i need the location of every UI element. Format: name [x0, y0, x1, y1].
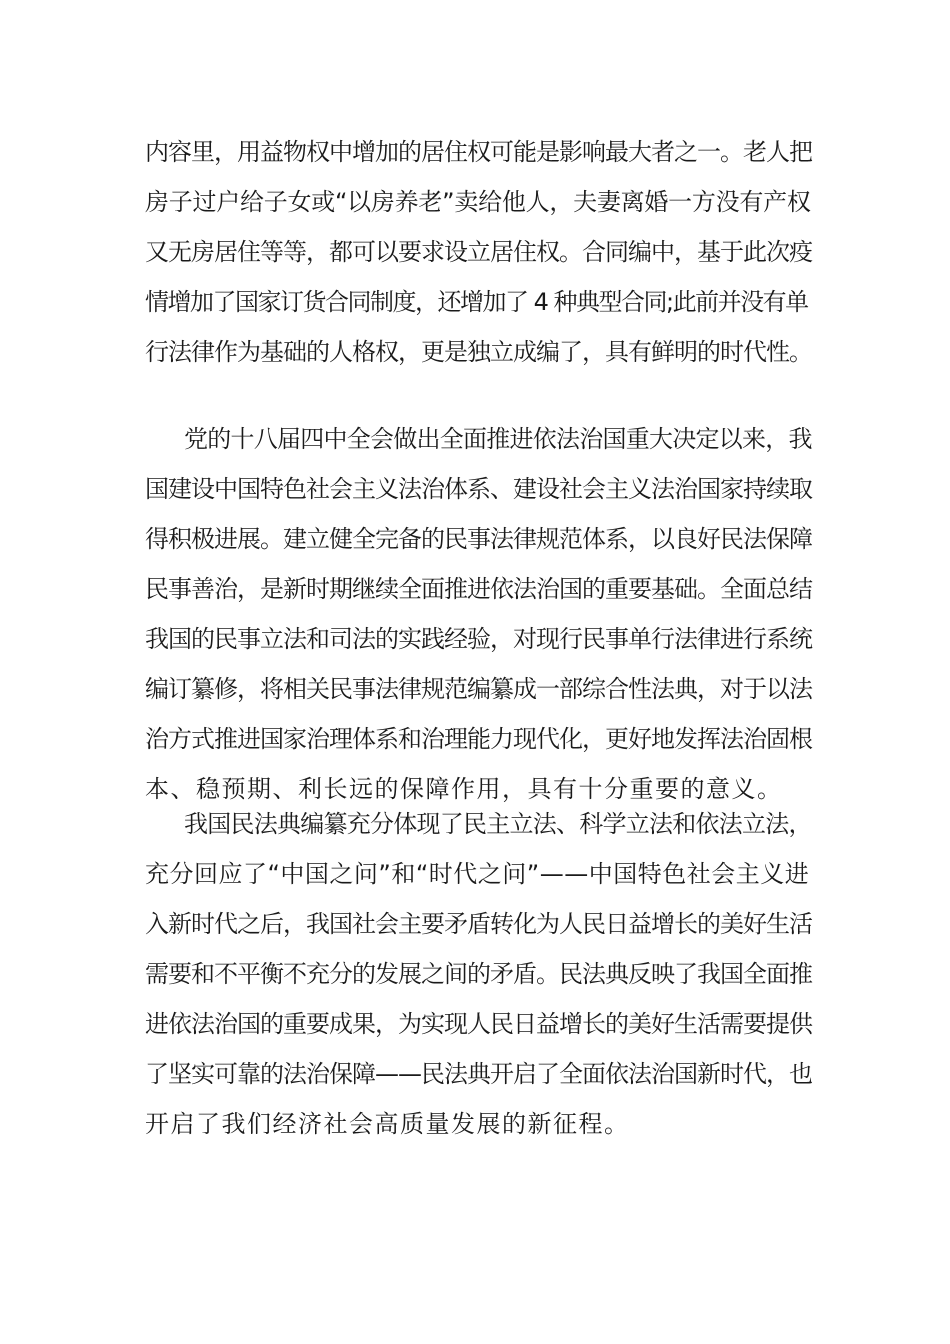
paragraph-3-line-4: 需要和不平衡不充分的发展之间的矛盾。民法典反映了我国全面推	[145, 960, 812, 988]
paragraph-2-line-6: 编订纂修，将相关民事法律规范编纂成一部综合性法典，对于以法	[145, 675, 812, 703]
paragraph-3-line-2: 充分回应了“中国之问”和“时代之问”——中国特色社会主义进	[145, 860, 810, 888]
paragraph-2-line-1: 党的十八届四中全会做出全面推进依法治国重大决定以来，我	[184, 425, 812, 453]
paragraph-3-line-3: 入新时代之后，我国社会主要矛盾转化为人民日益增长的美好生活	[145, 910, 812, 938]
paragraph-1-line-3: 又无房居住等等，都可以要求设立居住权。合同编中，基于此次疫	[145, 238, 812, 266]
paragraph-1-line-1: 内容里，用益物权中增加的居住权可能是影响最大者之一。老人把	[145, 138, 812, 166]
paragraph-1-line-4: 情增加了国家订货合同制度，还增加了 4 种典型合同;此前并没有单	[145, 288, 808, 316]
paragraph-2-line-8: 本、稳预期、利长远的保障作用，具有十分重要的意义。	[145, 775, 783, 803]
paragraph-3-line-1: 我国民法典编纂充分体现了民主立法、科学立法和依法立法，	[184, 810, 812, 838]
paragraph-1-line-2: 房子过户给子女或“以房养老”卖给他人，夫妻离婚一方没有产权	[145, 188, 811, 216]
paragraph-2-line-2: 国建设中国特色社会主义法治体系、建设社会主义法治国家持续取	[145, 475, 812, 503]
paragraph-1-line-5: 行法律作为基础的人格权，更是独立成编了，具有鲜明的时代性。	[145, 338, 812, 366]
paragraph-2-line-7: 治方式推进国家治理体系和治理能力现代化，更好地发挥法治固根	[145, 725, 812, 753]
paragraph-2-line-5: 我国的民事立法和司法的实践经验，对现行民事单行法律进行系统	[145, 625, 812, 653]
paragraph-3-line-5: 进依法治国的重要成果，为实现人民日益增长的美好生活需要提供	[145, 1010, 812, 1038]
paragraph-3-line-6: 了坚实可靠的法治保障——民法典开启了全面依法治国新时代，也	[145, 1060, 812, 1088]
paragraph-2-line-3: 得积极进展。建立健全完备的民事法律规范体系，以良好民法保障	[145, 525, 812, 553]
paragraph-2-line-4: 民事善治，是新时期继续全面推进依法治国的重要基础。全面总结	[145, 575, 812, 603]
paragraph-3-line-7: 开启了我们经济社会高质量发展的新征程。	[145, 1110, 630, 1138]
